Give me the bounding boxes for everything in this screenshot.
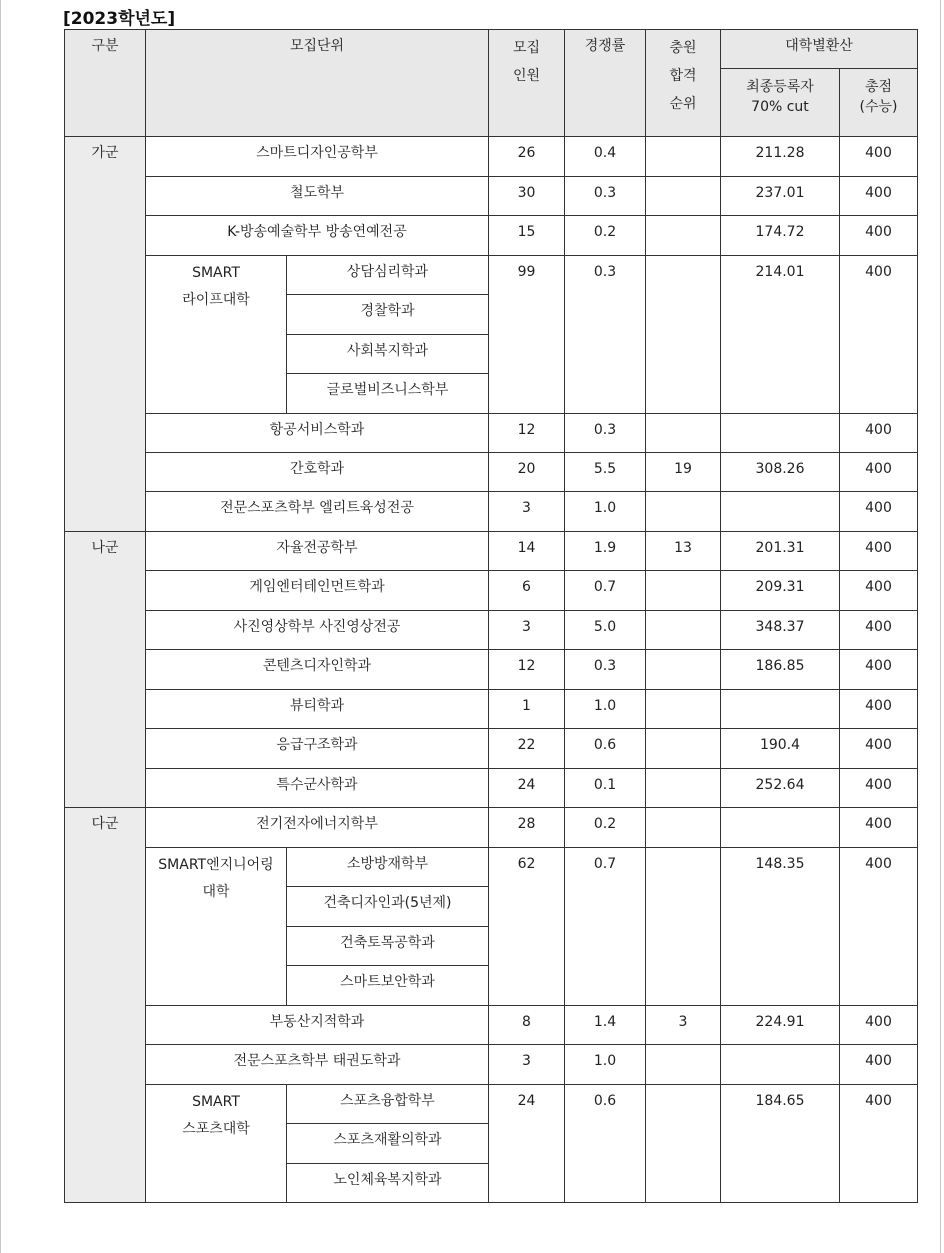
unit-name: 뷰티학과 <box>146 690 489 729</box>
table-row <box>65 256 918 295</box>
college-smart-life-line2: 라이프대학 <box>182 292 250 308</box>
unit-name: 사회복지학과 <box>287 335 489 374</box>
unit-name: 간호학과 <box>146 453 489 492</box>
cut-value <box>721 690 840 729</box>
unit-name: 건축디자인과(5년제) <box>287 887 489 927</box>
quota-value: 24 <box>489 769 565 808</box>
table-row <box>65 848 918 887</box>
total-value: 400 <box>840 414 918 453</box>
rate-value: 0.3 <box>565 177 646 216</box>
rank-value <box>646 492 721 532</box>
total-value: 400 <box>840 769 918 808</box>
header-quota-line2: 인원 <box>512 68 541 84</box>
table-row <box>65 729 918 769</box>
header-waitlist-rank <box>646 30 721 137</box>
header-waitlist-line2: 합격 <box>669 68 697 84</box>
header-unit: 모집단위 <box>146 30 489 137</box>
header-total-line2: (수능) <box>859 99 898 115</box>
college-smart-eng-line1: SMART엔지니어링 <box>158 857 274 873</box>
rank-value <box>646 650 721 690</box>
rate-value: 1.4 <box>565 1006 646 1045</box>
quota-value: 24 <box>489 1085 565 1203</box>
table-row <box>65 571 918 611</box>
unit-name: 글로벌비즈니스학부 <box>287 374 489 414</box>
quota-value: 3 <box>489 1045 565 1085</box>
rank-value <box>646 690 721 729</box>
rank-value <box>646 1045 721 1085</box>
quota-value: 1 <box>489 690 565 729</box>
table-row <box>65 453 918 492</box>
college-smart-eng-line2: 대학 <box>202 884 230 900</box>
total-value: 400 <box>840 808 918 848</box>
college-smart-sports-line2: 스포츠대학 <box>182 1121 250 1137</box>
unit-name: 특수군사학과 <box>146 769 489 808</box>
cut-value: 184.65 <box>721 1085 840 1203</box>
unit-name: 전기전자에너지학부 <box>146 808 489 848</box>
header-final-line1: 최종등록자 <box>746 79 814 95</box>
total-value: 400 <box>840 492 918 532</box>
quota-value: 3 <box>489 492 565 532</box>
rate-value: 0.7 <box>565 571 646 611</box>
rate-value: 0.2 <box>565 808 646 848</box>
rank-value <box>646 729 721 769</box>
cut-value: 190.4 <box>721 729 840 769</box>
quota-value: 12 <box>489 650 565 690</box>
quota-value: 15 <box>489 216 565 256</box>
college-smart-sports-line1: SMART <box>192 1094 240 1110</box>
group-ga-label: 가군 <box>65 137 146 532</box>
header-final-line2: 70% cut <box>751 99 809 115</box>
group-na-label: 나군 <box>65 532 146 808</box>
unit-name: 스포츠재활의학과 <box>287 1124 489 1164</box>
cut-value <box>721 492 840 532</box>
rate-value: 1.0 <box>565 690 646 729</box>
table-row <box>65 650 918 690</box>
header-quota-line1: 모집 <box>512 40 541 56</box>
unit-name: 항공서비스학과 <box>146 414 489 453</box>
unit-name: 응급구조학과 <box>146 729 489 769</box>
table-row <box>65 1045 918 1085</box>
table-row <box>65 769 918 808</box>
college-smart-sports <box>146 1085 287 1203</box>
rate-value: 1.0 <box>565 1045 646 1085</box>
college-smart-life-line1: SMART <box>192 265 240 281</box>
header-competition: 경쟁률 <box>565 30 646 137</box>
rate-value: 0.6 <box>565 1085 646 1203</box>
table-row <box>65 611 918 650</box>
rank-value <box>646 414 721 453</box>
cut-value <box>721 414 840 453</box>
rank-value <box>646 808 721 848</box>
rate-value: 0.1 <box>565 769 646 808</box>
total-value: 400 <box>840 453 918 492</box>
unit-name: 게임엔터테인먼트학과 <box>146 571 489 611</box>
cut-value: 186.85 <box>721 650 840 690</box>
cut-value: 201.31 <box>721 532 840 571</box>
cut-value: 252.64 <box>721 769 840 808</box>
rank-value <box>646 216 721 256</box>
header-waitlist-line1: 충원 <box>669 40 697 56</box>
rate-value: 0.2 <box>565 216 646 256</box>
rate-value: 5.0 <box>565 611 646 650</box>
unit-name: 부동산지적학과 <box>146 1006 489 1045</box>
rank-value: 13 <box>646 532 721 571</box>
unit-name: 건축토목공학과 <box>287 927 489 966</box>
total-value: 400 <box>840 690 918 729</box>
cut-value: 174.72 <box>721 216 840 256</box>
cut-value: 211.28 <box>721 137 840 177</box>
rank-value: 3 <box>646 1006 721 1045</box>
quota-value: 62 <box>489 848 565 1006</box>
quota-value: 12 <box>489 414 565 453</box>
unit-name: K-방송예술학부 방송연예전공 <box>146 216 489 256</box>
unit-name: 자율전공학부 <box>146 532 489 571</box>
cut-value: 209.31 <box>721 571 840 611</box>
header-category: 구분 <box>65 30 146 137</box>
cut-value <box>721 1045 840 1085</box>
table-row <box>65 414 918 453</box>
rate-value: 0.3 <box>565 414 646 453</box>
table-row <box>65 1085 918 1124</box>
rank-value <box>646 571 721 611</box>
rank-value <box>646 848 721 1006</box>
table-row <box>65 690 918 729</box>
table-row <box>65 216 918 256</box>
quota-value: 22 <box>489 729 565 769</box>
total-value: 400 <box>840 137 918 177</box>
header-quota <box>489 30 565 137</box>
rate-value: 0.4 <box>565 137 646 177</box>
table-row <box>65 137 918 177</box>
rank-value <box>646 1085 721 1203</box>
total-value: 400 <box>840 729 918 769</box>
header-waitlist-line3: 순위 <box>669 96 697 112</box>
total-value: 400 <box>840 1085 918 1203</box>
unit-name: 경찰학과 <box>287 295 489 335</box>
cut-value: 237.01 <box>721 177 840 216</box>
rank-value: 19 <box>646 453 721 492</box>
table-row <box>65 1006 918 1045</box>
table-row <box>65 177 918 216</box>
total-value: 400 <box>840 256 918 414</box>
group-da-label: 다군 <box>65 808 146 1203</box>
college-smart-engineering <box>146 848 287 1006</box>
quota-value: 30 <box>489 177 565 216</box>
rank-value <box>646 611 721 650</box>
rate-value: 1.9 <box>565 532 646 571</box>
total-value: 400 <box>840 532 918 571</box>
rank-value <box>646 256 721 414</box>
total-value: 400 <box>840 611 918 650</box>
quota-value: 8 <box>489 1006 565 1045</box>
total-value: 400 <box>840 177 918 216</box>
rate-value: 0.6 <box>565 729 646 769</box>
table-row <box>65 532 918 571</box>
total-value: 400 <box>840 650 918 690</box>
total-value: 400 <box>840 1006 918 1045</box>
rate-value: 1.0 <box>565 492 646 532</box>
unit-name: 소방방재학부 <box>287 848 489 887</box>
header-total <box>840 69 918 137</box>
cut-value <box>721 808 840 848</box>
rate-value: 0.3 <box>565 256 646 414</box>
rank-value <box>646 769 721 808</box>
rate-value: 0.7 <box>565 848 646 1006</box>
quota-value: 14 <box>489 532 565 571</box>
header-conversion: 대학별환산 <box>721 30 918 69</box>
rank-value <box>646 137 721 177</box>
quota-value: 6 <box>489 571 565 611</box>
unit-name: 스마트디자인공학부 <box>146 137 489 177</box>
quota-value: 3 <box>489 611 565 650</box>
quota-value: 28 <box>489 808 565 848</box>
quota-value: 99 <box>489 256 565 414</box>
unit-name: 철도학부 <box>146 177 489 216</box>
unit-name: 콘텐츠디자인학과 <box>146 650 489 690</box>
unit-name: 노인체육복지학과 <box>287 1164 489 1203</box>
cut-value: 308.26 <box>721 453 840 492</box>
table-row <box>65 492 918 532</box>
cut-value: 348.37 <box>721 611 840 650</box>
page-title: [2023학년도] <box>63 9 176 29</box>
total-value: 400 <box>840 1045 918 1085</box>
header-total-line1: 총점 <box>864 79 893 95</box>
total-value: 400 <box>840 848 918 1006</box>
unit-name: 전문스포츠학부 엘리트육성전공 <box>146 492 489 532</box>
unit-name: 스마트보안학과 <box>287 966 489 1006</box>
quota-value: 20 <box>489 453 565 492</box>
rate-value: 5.5 <box>565 453 646 492</box>
header-final-cut <box>721 69 840 137</box>
cut-value: 224.91 <box>721 1006 840 1045</box>
rate-value: 0.3 <box>565 650 646 690</box>
college-smart-life <box>146 256 287 414</box>
cut-value: 148.35 <box>721 848 840 1006</box>
unit-name: 상담심리학과 <box>287 256 489 295</box>
total-value: 400 <box>840 571 918 611</box>
table-row <box>65 808 918 848</box>
unit-name: 전문스포츠학부 태권도학과 <box>146 1045 489 1085</box>
quota-value: 26 <box>489 137 565 177</box>
unit-name: 사진영상학부 사진영상전공 <box>146 611 489 650</box>
unit-name: 스포츠융합학부 <box>287 1085 489 1124</box>
cut-value: 214.01 <box>721 256 840 414</box>
admission-table <box>64 29 918 1203</box>
rank-value <box>646 177 721 216</box>
total-value: 400 <box>840 216 918 256</box>
